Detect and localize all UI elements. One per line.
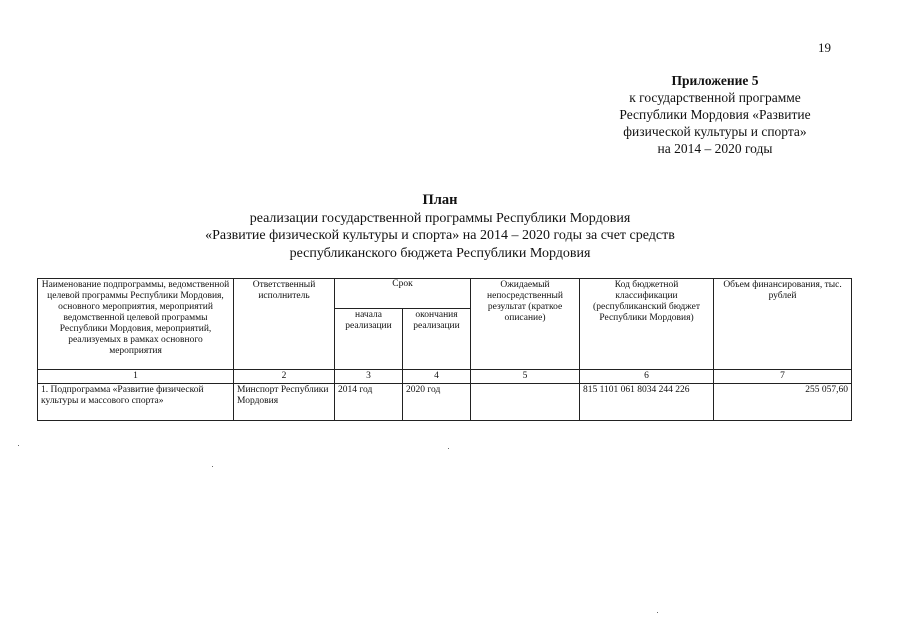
header-executor: Ответственный исполнитель (234, 279, 335, 370)
cell-result (471, 384, 580, 421)
column-number: 3 (335, 370, 403, 384)
header-code: Код бюджетной классификации (республиканский бюджет Республики Мордовия) (580, 279, 714, 370)
scan-speck (448, 448, 449, 449)
plan-title: План (422, 192, 458, 208)
appendix-line: на 2014 – 2020 годы (657, 141, 773, 156)
column-number: 5 (471, 370, 580, 384)
plan-line: реализации государственной программы Республики Мордовия (249, 210, 631, 226)
appendix-line: к государственной программе (629, 90, 801, 105)
column-number: 6 (580, 370, 714, 384)
column-number-row (38, 370, 852, 384)
header-name: Наименование подпрограммы, ведомственной целевой программы Республики Мордовия, основного мероприятия, мероприятий ведомственной целевой программы Республики Мордовия, мероприятий, реализуемых в рамках основного мероприятия (38, 279, 234, 370)
header-volume: Объем финансирования, тыс. рублей (714, 279, 852, 370)
appendix-line: физической культуры и спорта» (623, 124, 807, 139)
cell-code: 815 1101 061 8034 244 226 (580, 384, 714, 421)
header-term-end: окончания реализации (403, 308, 471, 370)
column-number: 4 (403, 370, 471, 384)
plan-line: «Развитие физической культуры и спорта» на 2014 – 2020 годы за счет средств (205, 228, 675, 243)
cell-name: 1. Подпрограмма «Развитие физической культуры и массового спорта» (38, 384, 234, 421)
cell-end: 2020 год (403, 384, 471, 421)
appendix-line: Республики Мордовия «Развитие (619, 107, 811, 122)
page-number: 19 (818, 40, 831, 55)
table-header-row (38, 279, 852, 309)
plan-heading (150, 192, 730, 262)
column-number: 1 (38, 370, 234, 384)
column-number: 2 (234, 370, 335, 384)
scan-speck (18, 445, 19, 446)
scan-speck (657, 612, 658, 613)
header-term: Срок (335, 279, 471, 309)
table-row (38, 384, 852, 421)
scan-speck (212, 466, 213, 467)
plan-table (37, 278, 852, 421)
appendix-title: Приложение 5 (671, 73, 759, 88)
column-number: 7 (714, 370, 852, 384)
cell-volume: 255 057,60 (714, 384, 852, 421)
plan-line: республиканского бюджета Республики Мордовия (289, 245, 591, 261)
header-result: Ожидаемый непосредственный результат (краткое описание) (471, 279, 580, 370)
cell-start: 2014 год (335, 384, 403, 421)
cell-executor: Минспорт Республики Мордовия (234, 384, 335, 421)
header-term-start: начала реализации (335, 308, 403, 370)
appendix-block (580, 72, 850, 157)
